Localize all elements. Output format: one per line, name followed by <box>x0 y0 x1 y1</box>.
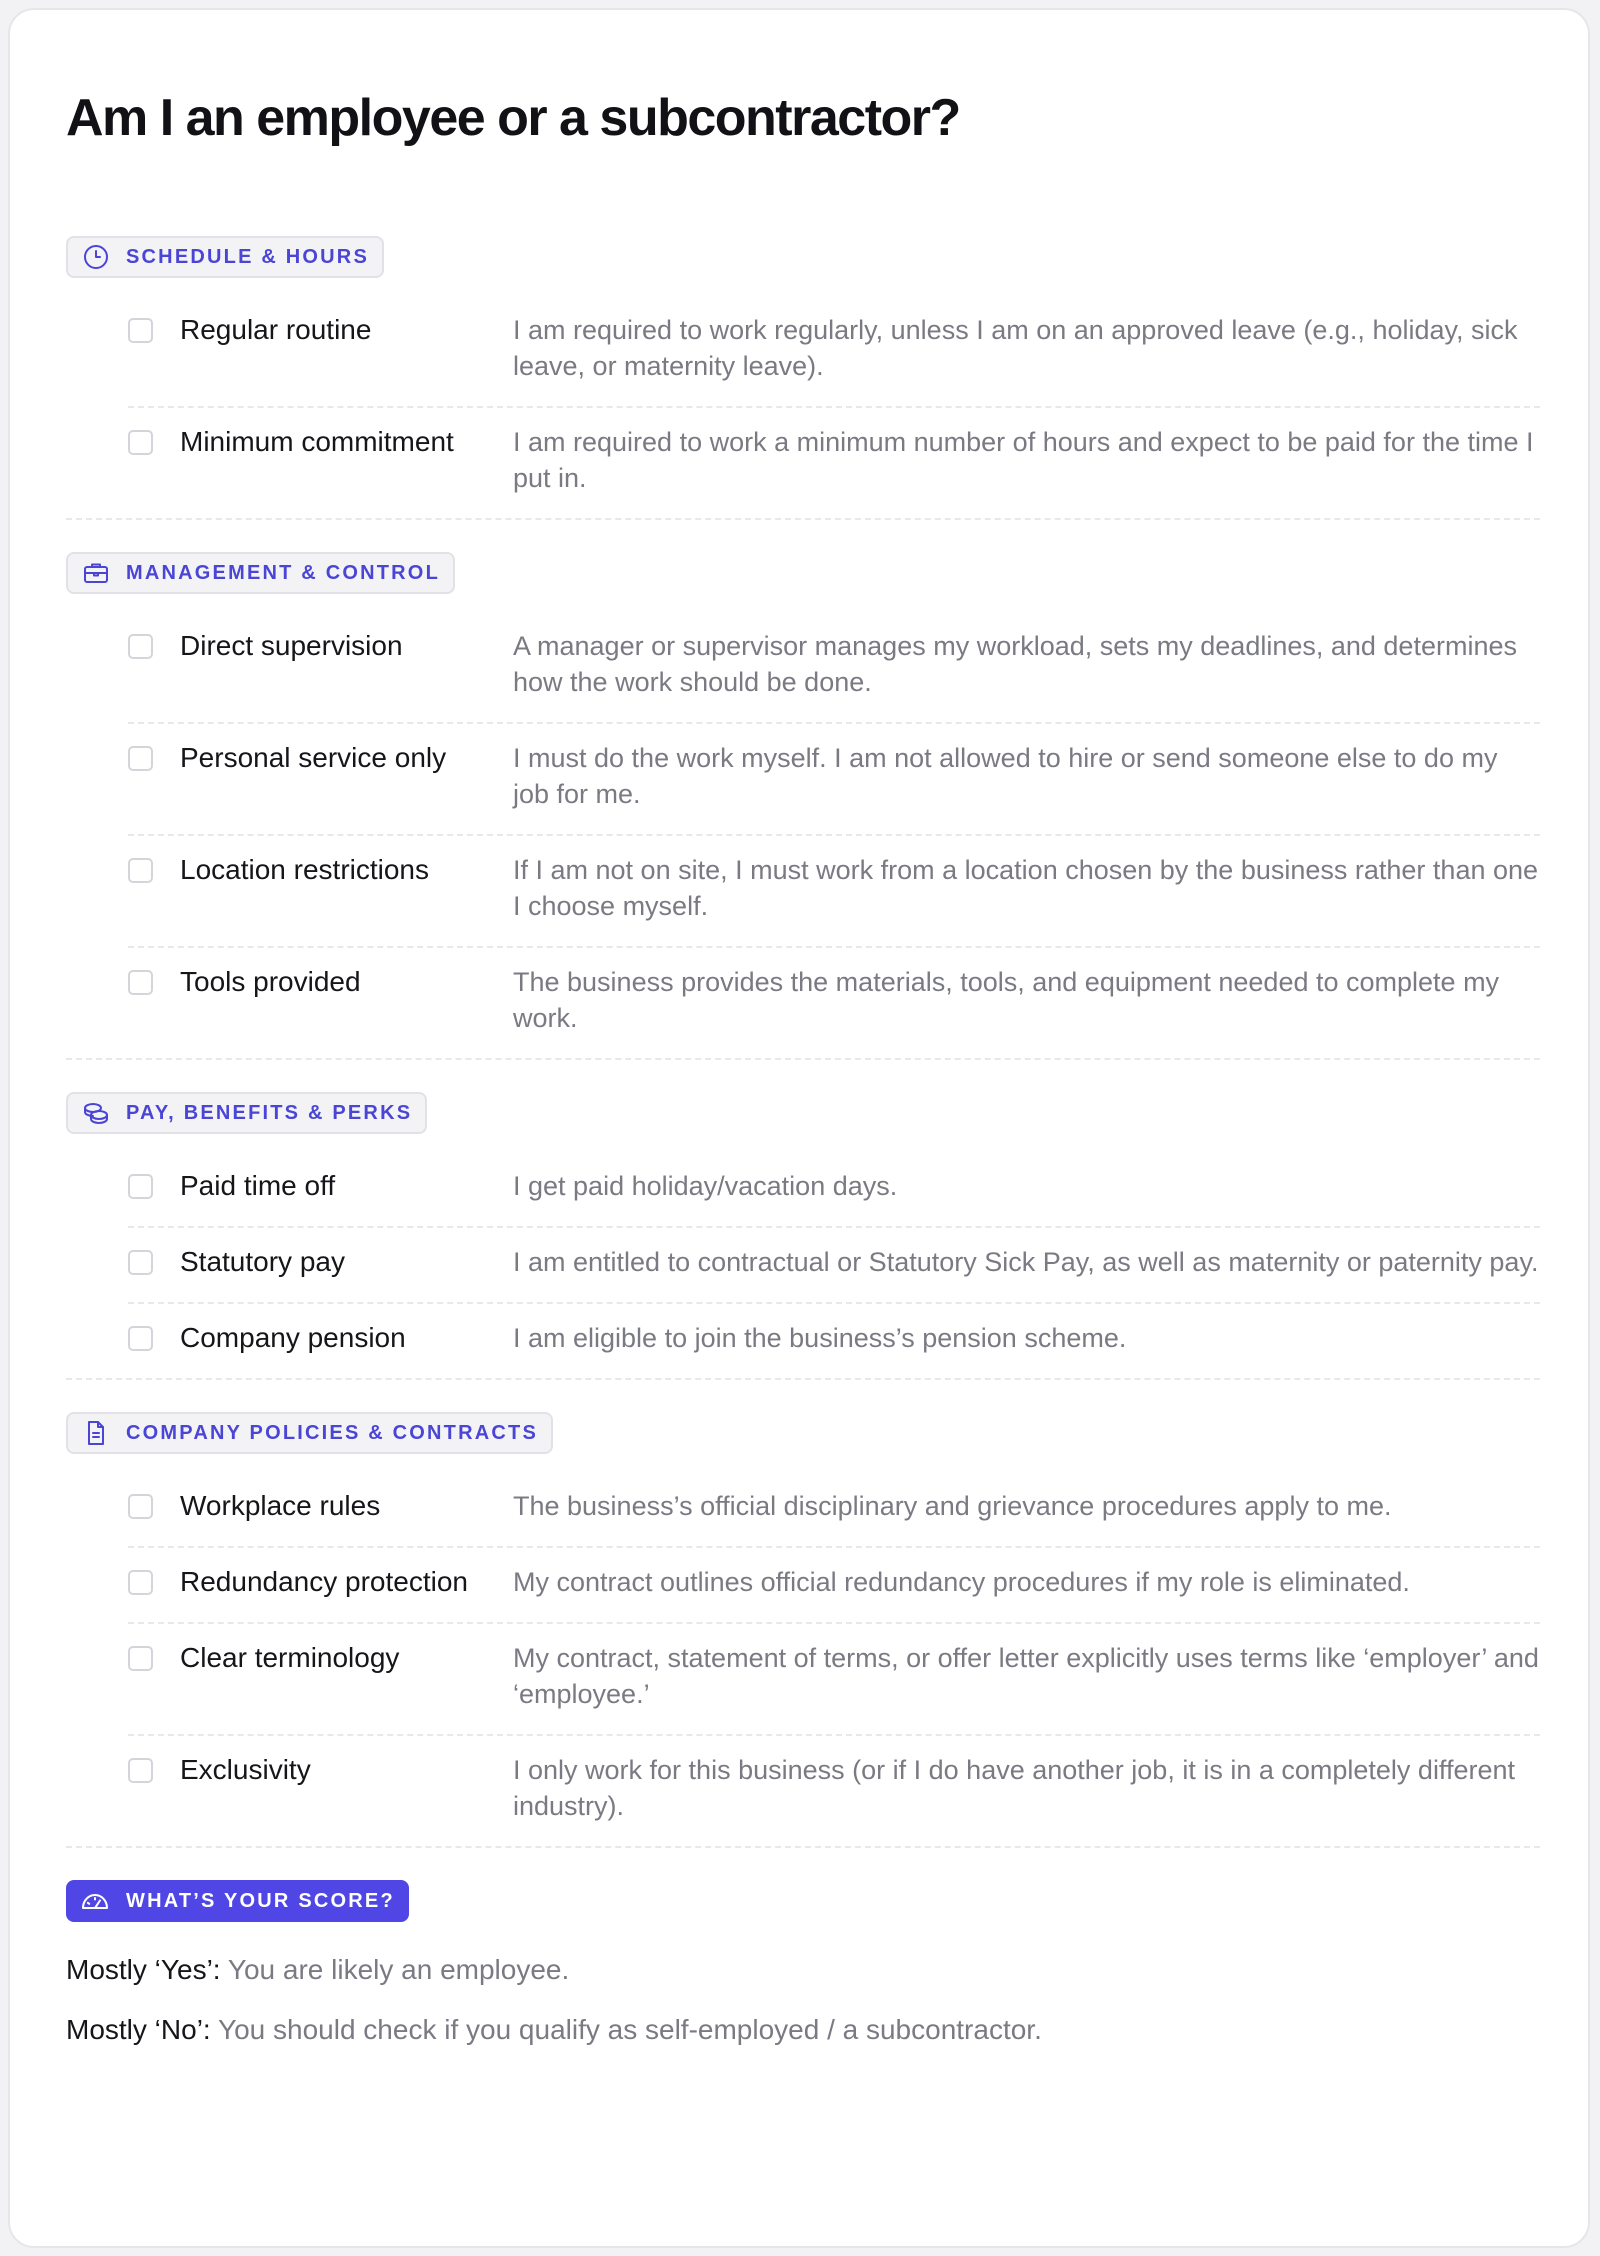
section-title: SCHEDULE & HOURS <box>126 245 369 268</box>
section-badge <box>66 1092 427 1134</box>
item-label: Redundancy protection <box>180 1566 468 1597</box>
checkbox[interactable] <box>128 1326 153 1351</box>
checklist-row <box>66 1736 1540 1848</box>
section-schedule-hours <box>66 236 1540 520</box>
checkbox[interactable] <box>128 318 153 343</box>
score-section <box>66 1848 1540 2048</box>
checkbox[interactable] <box>128 1494 153 1519</box>
score-line-no <box>66 2012 1540 2048</box>
item-description: I am required to work a minimum number of hours and expect to be paid for the time I put in. <box>513 427 1534 493</box>
checkbox[interactable] <box>128 970 153 995</box>
item-label: Regular routine <box>180 314 372 345</box>
gauge-icon <box>80 1887 110 1915</box>
item-label: Direct supervision <box>180 630 403 661</box>
section-badge <box>66 1412 553 1454</box>
item-list <box>66 296 1540 520</box>
item-description: I am eligible to join the business’s pension scheme. <box>513 1323 1127 1353</box>
clock-icon <box>82 243 110 271</box>
checklist-row <box>128 1548 1540 1624</box>
section-pay-benefits-perks <box>66 1092 1540 1380</box>
checkbox[interactable] <box>128 858 153 883</box>
score-line-yes <box>66 1952 1540 1988</box>
item-description: The business provides the materials, tools, and equipment needed to complete my work. <box>513 967 1500 1033</box>
section-title: PAY, BENEFITS & PERKS <box>126 1101 413 1124</box>
section-management-control <box>66 552 1540 1060</box>
checkbox[interactable] <box>128 634 153 659</box>
checkbox[interactable] <box>128 1646 153 1671</box>
item-label: Personal service only <box>180 742 447 773</box>
item-label: Clear terminology <box>180 1642 400 1673</box>
item-description: I get paid holiday/vacation days. <box>513 1171 898 1201</box>
checkbox[interactable] <box>128 1174 153 1199</box>
section-title: MANAGEMENT & CONTROL <box>126 561 440 584</box>
item-description: I only work for this business (or if I do have another job, it is in a completely different industry). <box>513 1755 1515 1821</box>
item-label: Company pension <box>180 1322 406 1353</box>
item-label: Workplace rules <box>180 1490 381 1521</box>
checklist-row <box>128 836 1540 948</box>
checklist-row <box>128 296 1540 408</box>
item-description: The business’s official disciplinary and grievance procedures apply to me. <box>513 1491 1392 1521</box>
item-description: I am required to work regularly, unless I am on an approved leave (e.g., holiday, sick leave, or maternity leave). <box>513 315 1518 381</box>
coins-icon <box>82 1099 110 1127</box>
checklist-row <box>128 1624 1540 1736</box>
section-company-policies-contracts <box>66 1412 1540 1848</box>
item-description: My contract, statement of terms, or offer letter explicitly uses terms like ‘employer’ and ‘employee.’ <box>513 1643 1539 1709</box>
briefcase-icon <box>82 559 110 587</box>
checklist-row <box>128 724 1540 836</box>
item-label: Minimum commitment <box>180 426 454 457</box>
section-title: COMPANY POLICIES & CONTRACTS <box>126 1421 538 1444</box>
checklist-row <box>128 1228 1540 1304</box>
checklist-content <box>66 80 1540 2048</box>
checkbox[interactable] <box>128 430 153 455</box>
item-label: Statutory pay <box>180 1246 345 1277</box>
section-list <box>66 236 1540 1848</box>
item-label: Location restrictions <box>180 854 430 885</box>
score-badge <box>66 1880 409 1922</box>
document-icon <box>82 1419 110 1447</box>
checkbox[interactable] <box>128 1250 153 1275</box>
checkbox[interactable] <box>128 746 153 771</box>
item-description: If I am not on site, I must work from a location chosen by the business rather than one I choose myself. <box>513 855 1539 921</box>
score-key: Mostly ‘Yes’: <box>66 1954 221 1985</box>
item-list <box>66 1152 1540 1380</box>
score-key: Mostly ‘No’: <box>66 2014 211 2045</box>
checklist-row <box>66 948 1540 1060</box>
score-text: You should check if you qualify as self-employed / a subcontractor. <box>210 2014 1042 2045</box>
score-text: You are likely an employee. <box>220 1954 570 1985</box>
score-title: WHAT’S YOUR SCORE? <box>126 1889 395 1912</box>
page-title: Am I an employee or a subcontractor? <box>66 89 960 147</box>
item-list <box>66 1472 1540 1848</box>
item-description: I must do the work myself. I am not allowed to hire or send someone else to do my job for me. <box>513 743 1498 809</box>
section-badge <box>66 236 384 278</box>
checklist-card <box>8 8 1590 2248</box>
checkbox[interactable] <box>128 1758 153 1783</box>
checklist-row <box>66 1304 1540 1380</box>
item-label: Tools provided <box>180 966 361 997</box>
checklist-row <box>66 408 1540 520</box>
checklist-row <box>128 1472 1540 1548</box>
item-label: Paid time off <box>180 1170 336 1201</box>
item-list <box>66 612 1540 1060</box>
checklist-row <box>128 1152 1540 1228</box>
checkbox[interactable] <box>128 1570 153 1595</box>
section-badge <box>66 552 455 594</box>
item-description: My contract outlines official redundancy procedures if my role is eliminated. <box>513 1567 1410 1597</box>
item-description: I am entitled to contractual or Statutory Sick Pay, as well as maternity or paternity pay. <box>513 1247 1539 1277</box>
item-description: A manager or supervisor manages my workload, sets my deadlines, and determines how the work should be done. <box>513 631 1517 697</box>
checklist-row <box>128 612 1540 724</box>
item-label: Exclusivity <box>180 1754 311 1785</box>
